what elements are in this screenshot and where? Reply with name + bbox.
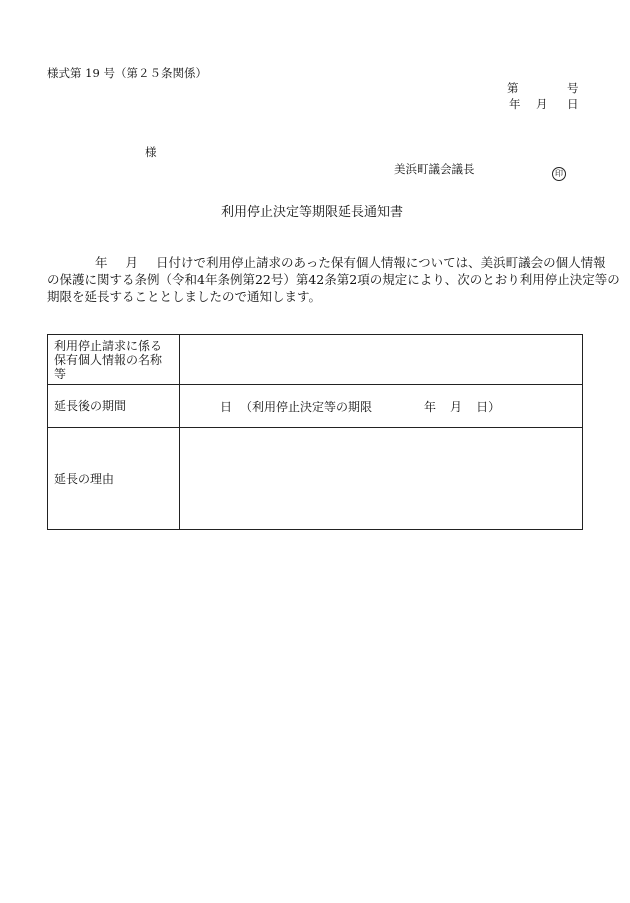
body-month: 月 — [125, 255, 139, 270]
form-table — [47, 334, 583, 530]
document-title: 利用停止決定等期限延長通知書 — [221, 205, 404, 220]
sender-name: 美浜町議会議長 — [394, 162, 475, 176]
date-day: 日 — [567, 97, 579, 111]
period-deadline-label: （利用停止決定等の期限 — [240, 399, 373, 414]
row-name-value[interactable] — [180, 335, 583, 385]
addressee-honorific: 様 — [145, 145, 157, 159]
body-line-2: の保護に関する条例（令和4年条例第22号）第42条第2項の規定により、次のとおり利用停止決定等の — [47, 272, 620, 287]
row-name-label-line2: 保有個人情報の名称 — [54, 352, 163, 367]
table-row-period — [48, 385, 583, 428]
seal-icon: 印 — [552, 167, 566, 181]
doc-no-prefix: 第 — [507, 81, 519, 95]
body-paragraph — [47, 254, 620, 305]
body-line-1-text: 日付けで利用停止請求のあった保有個人情報については、美浜町議会の個人情報 — [156, 255, 606, 270]
row-period-label: 延長後の期間 — [48, 385, 180, 428]
period-month: 月 — [450, 399, 463, 414]
form-number: 様式第 19 号（第２５条関係） — [47, 66, 207, 80]
row-name-label-line3: 等 — [54, 366, 67, 381]
period-day-close: 日） — [476, 399, 501, 414]
row-name-label — [48, 335, 180, 385]
period-year: 年 — [424, 399, 437, 414]
row-reason-value[interactable] — [180, 428, 583, 530]
doc-no-suffix: 号 — [567, 81, 579, 95]
date-month: 月 — [536, 97, 548, 111]
body-line-3: 期限を延長することとしましたので通知します。 — [47, 289, 322, 304]
body-year: 年 — [95, 255, 108, 270]
period-day: 日 — [220, 399, 233, 414]
row-reason-label: 延長の理由 — [48, 428, 180, 530]
date-year: 年 — [509, 97, 521, 111]
body-line-1 — [47, 254, 606, 271]
row-period-value[interactable] — [180, 385, 583, 428]
table-row-name — [48, 335, 583, 385]
row-name-label-line1: 利用停止請求に係る — [54, 338, 163, 353]
seal-mark — [552, 161, 566, 181]
table-row-reason — [48, 428, 583, 530]
